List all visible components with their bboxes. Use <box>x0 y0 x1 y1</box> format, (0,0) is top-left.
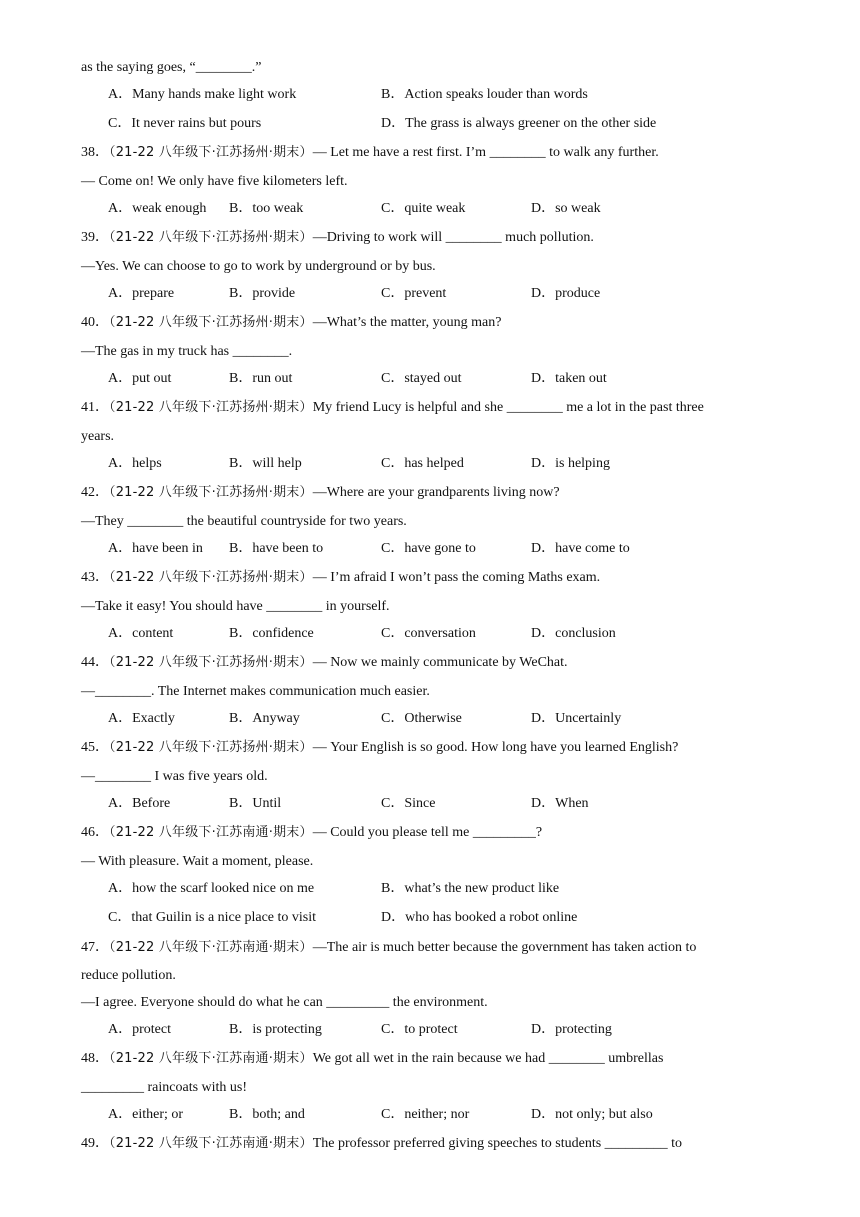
question-source: （21-22 八年级下·江苏扬州·期末） <box>109 485 313 500</box>
option-b: B．have been to <box>229 541 324 556</box>
question-text: —Driving to work will ________ much pollution. <box>312 230 594 245</box>
question-45-stem <box>81 739 678 757</box>
question-source: （21-22 八年级下·江苏南通·期末） <box>109 1051 313 1066</box>
question-40-stem <box>81 314 501 332</box>
question-text-line: —I agree. Everyone should do what he can _________ the environment. <box>81 995 488 1010</box>
question-source: （21-22 八年级下·江苏扬州·期末） <box>109 145 313 160</box>
option-c: C．conversation <box>381 626 476 641</box>
option-a: A．content <box>108 626 174 641</box>
question-text-line: — With pleasure. Wait a moment, please. <box>81 854 314 869</box>
question-42-stem <box>81 484 560 502</box>
question-text: — Now we mainly communicate by WeChat. <box>312 655 568 670</box>
question-source: （21-22 八年级下·江苏南通·期末） <box>109 1136 313 1151</box>
question-number: 46． <box>81 825 109 840</box>
option-b: B．what’s the new product like <box>381 881 560 896</box>
question-number: 42． <box>81 485 109 500</box>
question-number: 40． <box>81 315 109 330</box>
question-46-stem <box>81 824 542 842</box>
question-text-line: —They ________ the beautiful countryside for two years. <box>81 514 407 529</box>
question-source: （21-22 八年级下·江苏扬州·期末） <box>109 740 313 755</box>
question-text-line: reduce pollution. <box>81 968 176 983</box>
option-a: A．weak enough <box>108 201 207 216</box>
question-number: 38． <box>81 145 109 160</box>
option-b: B．confidence <box>229 626 314 641</box>
question-49-stem <box>81 1135 682 1153</box>
option-c: C．Since <box>381 796 436 811</box>
option-c: C．prevent <box>381 286 447 301</box>
option-b: B．Action speaks louder than words <box>381 87 588 102</box>
option-d: D．taken out <box>531 371 607 386</box>
option-d: D．is helping <box>531 456 610 471</box>
question-text-line: —Take it easy! You should have ________ in yourself. <box>81 599 390 614</box>
option-a: A．either; or <box>108 1107 184 1122</box>
question-text-line: —________ I was five years old. <box>81 769 268 784</box>
question-text-line: —The gas in my truck has ________. <box>81 344 293 359</box>
option-a: A．how the scarf looked nice on me <box>108 881 315 896</box>
option-a: A．protect <box>108 1022 171 1037</box>
question-text: — I’m afraid I won’t pass the coming Maths exam. <box>312 570 601 585</box>
option-a: A．Many hands make light work <box>108 87 297 102</box>
option-d: D．so weak <box>531 201 601 216</box>
question-source: （21-22 八年级下·江苏扬州·期末） <box>109 315 313 330</box>
question-source: （21-22 八年级下·江苏南通·期末） <box>109 825 313 840</box>
question-source: （21-22 八年级下·江苏南通·期末） <box>109 940 313 955</box>
question-source: （21-22 八年级下·江苏扬州·期末） <box>109 655 313 670</box>
option-b: B．Until <box>229 796 282 811</box>
option-b: B．will help <box>229 456 302 471</box>
question-text-line: —Yes. We can choose to go to work by underground or by bus. <box>81 259 436 274</box>
question-text-line: _________ raincoats with us! <box>81 1080 248 1095</box>
option-c: C．stayed out <box>381 371 462 386</box>
option-d: D．conclusion <box>531 626 616 641</box>
option-c: C．Otherwise <box>381 711 462 726</box>
question-number: 48． <box>81 1051 109 1066</box>
question-number: 39． <box>81 230 109 245</box>
question-source: （21-22 八年级下·江苏扬州·期末） <box>109 400 313 415</box>
question-text: — Your English is so good. How long have you learned English? <box>312 740 679 755</box>
question-text: My friend Lucy is helpful and she ________ me a lot in the past three <box>312 400 704 415</box>
question-text-line: — Come on! We only have five kilometers left. <box>81 174 348 189</box>
option-d: D．When <box>531 796 589 811</box>
question-text: — Could you please tell me _________? <box>312 825 543 840</box>
question-text-line: years. <box>81 429 115 444</box>
option-d: D．Uncertainly <box>531 711 622 726</box>
option-c: C．It never rains but pours <box>108 116 262 131</box>
option-a: A．put out <box>108 371 172 386</box>
question-text: We got all wet in the rain because we had ________ umbrellas <box>312 1051 664 1066</box>
question-source: （21-22 八年级下·江苏扬州·期末） <box>109 570 313 585</box>
option-d: D．not only; but also <box>531 1107 653 1122</box>
question-number: 47． <box>81 940 109 955</box>
option-b: B．provide <box>229 286 296 301</box>
question-text: —Where are your grandparents living now? <box>312 485 560 500</box>
question-number: 45． <box>81 740 109 755</box>
option-d: D．who has booked a robot online <box>381 910 578 925</box>
question-number: 49． <box>81 1136 109 1151</box>
question-text: — Let me have a rest first. I’m ________ to walk any further. <box>312 145 659 160</box>
question-text-line: as the saying goes, “________.” <box>81 60 262 75</box>
option-a: A．helps <box>108 456 162 471</box>
option-b: B．run out <box>229 371 293 386</box>
question-text: —What’s the matter, young man? <box>312 315 502 330</box>
question-39-stem <box>81 229 594 247</box>
option-c: C．that Guilin is a nice place to visit <box>108 910 317 925</box>
option-c: C．neither; nor <box>381 1107 470 1122</box>
option-c: C．have gone to <box>381 541 476 556</box>
question-text-line: —________. The Internet makes communication much easier. <box>81 684 430 699</box>
question-source: （21-22 八年级下·江苏扬州·期末） <box>109 230 313 245</box>
option-a: A．Before <box>108 796 171 811</box>
option-a: A．prepare <box>108 286 175 301</box>
option-b: B．both; and <box>229 1107 305 1122</box>
option-d: D．produce <box>531 286 601 301</box>
option-b: B．too weak <box>229 201 304 216</box>
option-c: C．quite weak <box>381 201 466 216</box>
option-b: B．is protecting <box>229 1022 322 1037</box>
question-text: —The air is much better because the government has taken action to <box>312 940 697 955</box>
question-number: 44． <box>81 655 109 670</box>
option-c: C．to protect <box>381 1022 458 1037</box>
question-47-stem <box>81 939 696 957</box>
question-number: 43． <box>81 570 109 585</box>
question-text: The professor preferred giving speeches to students _________ to <box>312 1136 683 1151</box>
option-a: A．Exactly <box>108 711 175 726</box>
question-43-stem <box>81 569 600 587</box>
option-d: D．protecting <box>531 1022 612 1037</box>
question-41-stem <box>81 399 704 417</box>
question-number: 41． <box>81 400 109 415</box>
question-44-stem <box>81 654 568 672</box>
option-a: A．have been in <box>108 541 203 556</box>
option-c: C．has helped <box>381 456 464 471</box>
option-b: B．Anyway <box>229 711 300 726</box>
option-d: D．have come to <box>531 541 630 556</box>
question-48-stem <box>81 1050 663 1068</box>
question-38-stem <box>81 144 659 162</box>
option-d: D．The grass is always greener on the other side <box>381 116 657 131</box>
